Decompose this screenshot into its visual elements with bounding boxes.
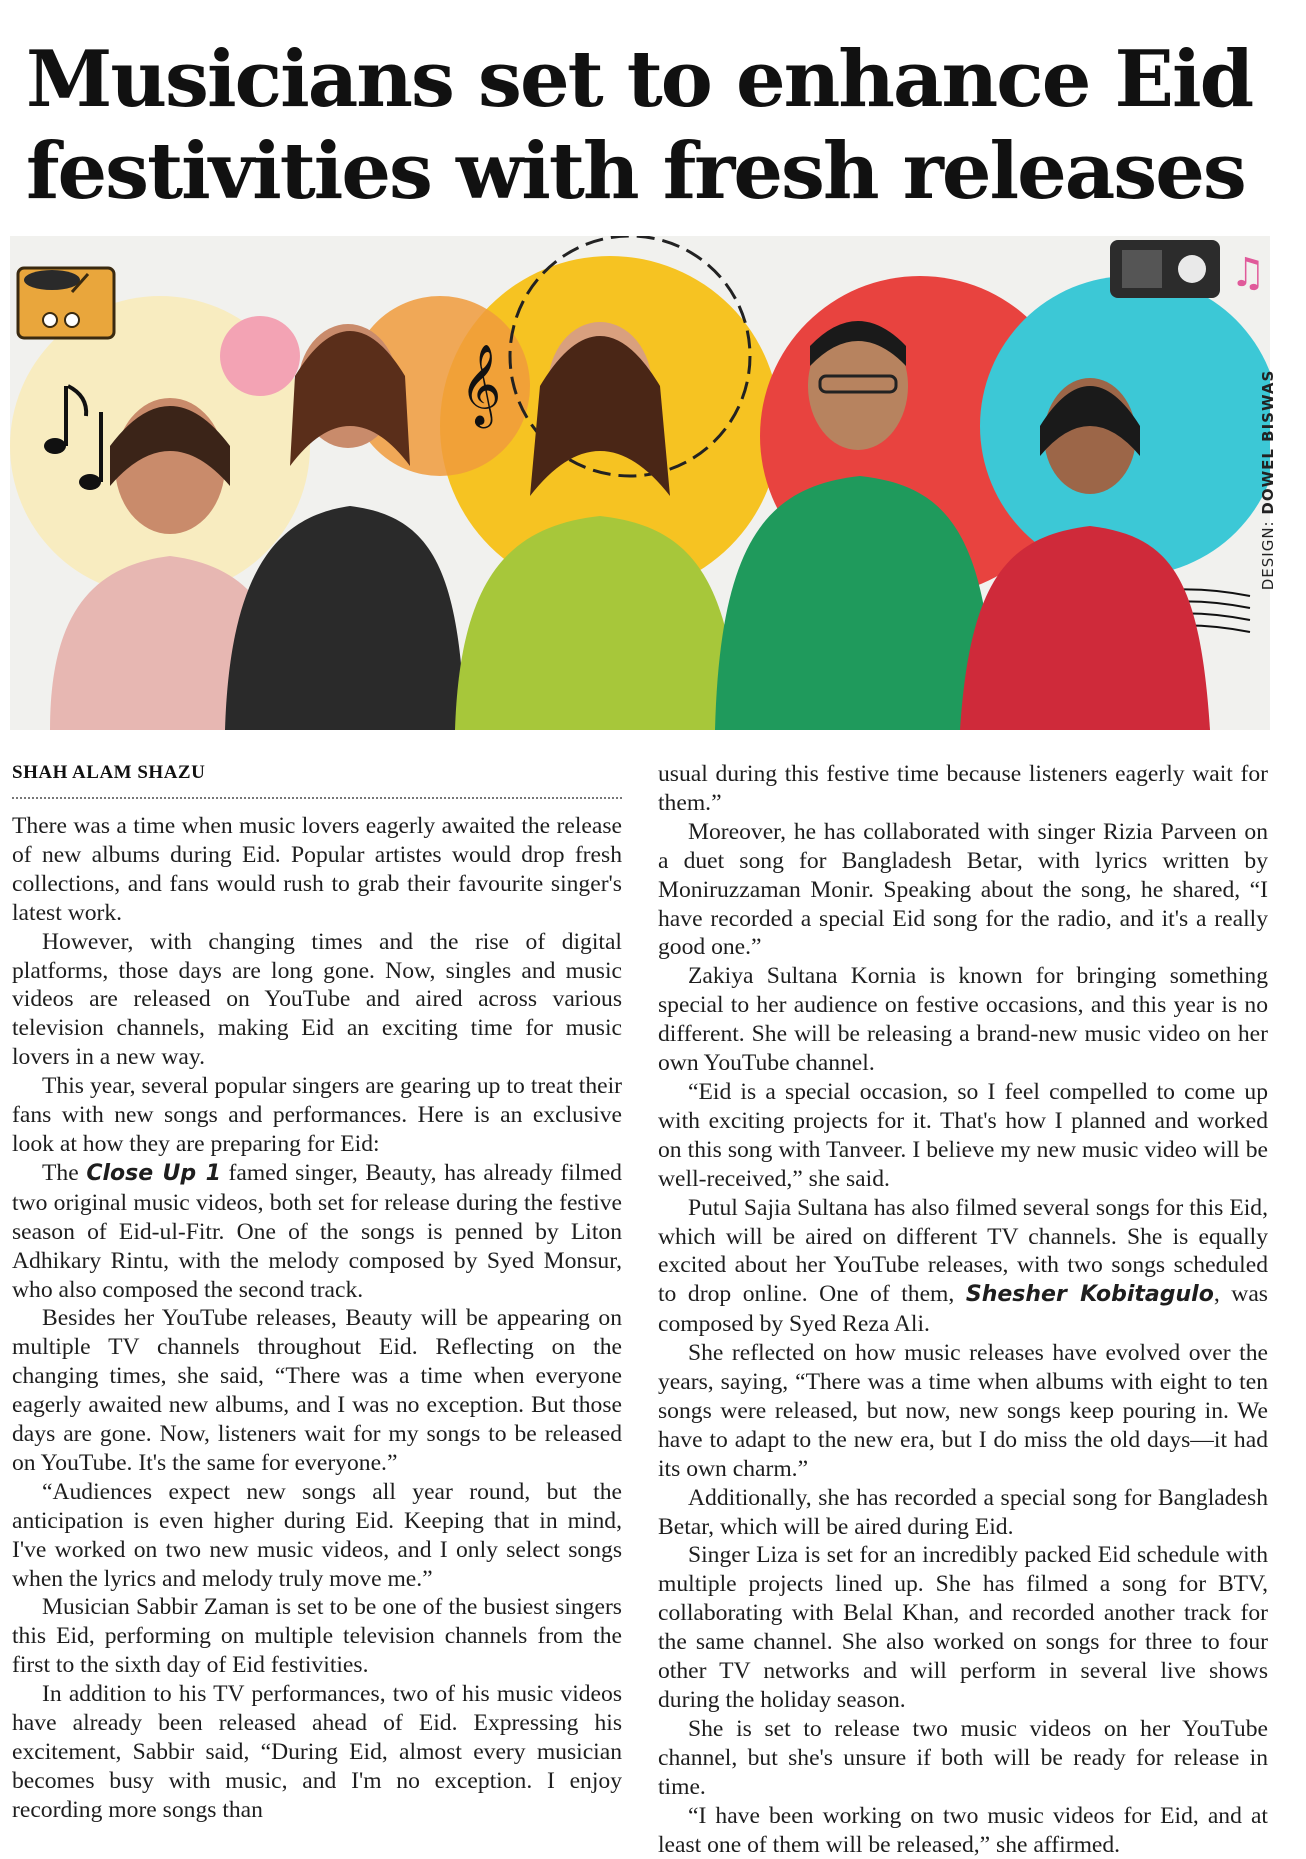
article-paragraph: Musician Sabbir Zaman is set to be one of the busiest singers this Eid, performing on multiple television channels from the first to the sixth day of Eid festivities. <box>12 1594 622 1679</box>
article-paragraph: Zakiya Sultana Kornia is known for bringing something special to her audience on festive occasions, and this year is no different. She will be releasing a brand-new music video on her own YouTube channel. <box>658 963 1268 1077</box>
svg-text:♫: ♫ <box>1230 250 1266 296</box>
article-paragraph: “I have been working on two music videos for Eid, and at least one of them will be released,” she affirmed. <box>658 1802 1268 1858</box>
show-title: Close Up 1 <box>86 1160 221 1186</box>
svg-text:𝄞: 𝄞 <box>460 343 502 425</box>
byline: SHAH ALAM SHAZU <box>12 762 206 783</box>
article-paragraph <box>12 1159 622 1305</box>
design-credit <box>1259 370 1277 591</box>
article-paragraph: There was a time when music lovers eagerly awaited the release of new albums during Eid. Popular artistes would drop fresh collections, and fans would rush to grab their favourite singer's latest work. <box>12 813 622 926</box>
article-paragraph: Besides her YouTube releases, Beauty will be appearing on multiple TV channels throughout Eid. Reflecting on the changing times, she said, “There was a time when everyone eagerly awaited new albums, and I was no exception. But those days are gone. Now, listeners wait for my songs to be released on YouTube. It's the same for everyone.” <box>12 1305 622 1476</box>
headline-line-1: Musicians set to enhance Eid <box>26 34 1253 125</box>
radio-icon <box>1110 240 1266 298</box>
song-title: Shesher Kobitagulo <box>965 1282 1214 1308</box>
article-paragraph: Moreover, he has collaborated with singer Rizia Parveen on a duet song for Bangladesh Betar, with lyrics written by Moniruzzaman Monir. Speaking about the song, he shared, “I have recorded a special Eid song for the radio, and it's a really good one.” <box>658 818 1268 961</box>
article-paragraph <box>658 1194 1268 1340</box>
article-paragraph: Singer Liza is set for an incredibly packed Eid schedule with multiple projects lined up. She has filmed a song for BTV, collaborating with Belal Khan, and recorded another track for the same channel. She also worked on songs for three to four other TV networks and will perform in several live shows during the holiday season. <box>658 1542 1268 1713</box>
headline-line-2: festivities with fresh releases <box>26 126 1245 217</box>
treble-clef-icon <box>460 343 501 428</box>
article-paragraph: “Audiences expect new songs all year round, but the anticipation is even higher during Eid. Keeping that in mind, I've worked on two new music videos, and I only select songs when the lyrics and melody truly move me.” <box>12 1478 622 1592</box>
article-paragraph: However, with changing times and the rise of digital platforms, those days are long gone. Now, singles and music videos are released on YouTube and aired across various television channels, making Eid an exciting time for music lovers in a new way. <box>12 928 622 1071</box>
byline-divider <box>12 797 622 799</box>
text-run: famed singer, Beauty, has already filmed two original music videos, both set for release during the festive season of Eid-ul-Fitr. One of the songs is penned by Liton Adhikary Rintu, with the melody composed by Syed Monsur, who also composed the second track. <box>12 1159 622 1303</box>
article-column-right <box>658 760 1268 1859</box>
article-paragraph: She reflected on how music releases have evolved over the years, saying, “There was a time when albums with eight to ten songs were released, but now, new songs keep pouring in. We have to adapt to the new era, but I do miss the old days—it had its own charm.” <box>658 1340 1268 1482</box>
text-run: Putul Sajia Sultana has also filmed several songs for this Eid, which will be aired on different TV channels. She is equally excited about her YouTube releases, with two songs scheduled to drop online. One of them, <box>658 1194 1268 1308</box>
design-credit-name: DOWEL BISWAS <box>1259 369 1277 515</box>
banner-artwork <box>10 236 1270 730</box>
article-paragraph: Additionally, she has recorded a special song for Bangladesh Betar, which will be aired during Eid. <box>658 1484 1268 1540</box>
article-paragraph: “Eid is a special occasion, so I feel compelled to come up with exciting projects for it. That's how I planned and worked on this song with Tanveer. I believe my new music video will be well-received,” she said. <box>658 1078 1268 1192</box>
circle-pink <box>220 316 300 396</box>
article-paragraph-continued: usual during this festive time because listeners eagerly wait for them.” <box>658 761 1268 816</box>
article-column-left <box>12 812 622 1825</box>
design-credit-label: DESIGN: <box>1259 520 1277 591</box>
article-paragraph: This year, several popular singers are gearing up to treat their fans with new songs and performances. Here is an exclusive look at how they are preparing for Eid: <box>12 1073 622 1157</box>
text-run: The <box>42 1159 87 1186</box>
article-paragraph: In addition to his TV performances, two of his music videos have already been released ahead of Eid. Expressing his excitement, Sabbir said, “During Eid, almost every musician becomes busy with music, and I'm no exception. I enjoy recording more songs than <box>12 1681 622 1823</box>
record-player-icon <box>18 268 114 338</box>
text-run: , was composed by Syed Reza Ali. <box>658 1281 1268 1338</box>
illustration-banner <box>10 236 1270 730</box>
headline <box>26 34 1286 218</box>
article-paragraph: She is set to release two music videos on her YouTube channel, but she's unsure if both will be ready for release in time. <box>658 1715 1268 1800</box>
